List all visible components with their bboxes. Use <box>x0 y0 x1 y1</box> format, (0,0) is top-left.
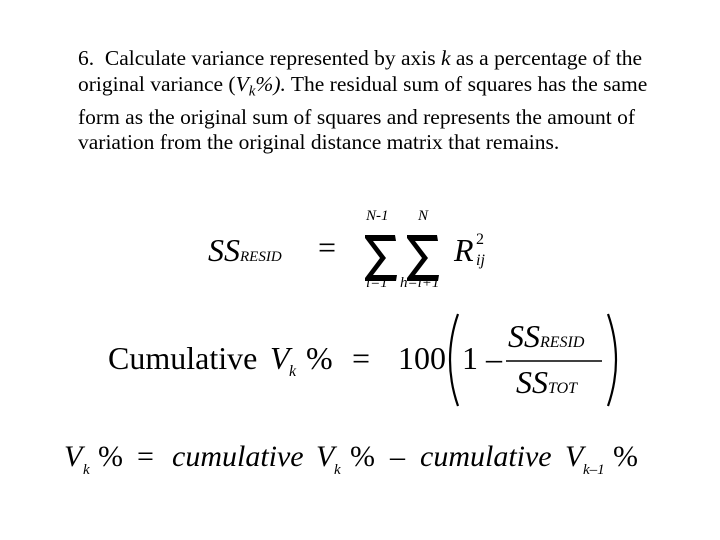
axis-k: k <box>440 46 451 70</box>
eq3-v-sub: k <box>83 462 90 478</box>
eq2-numerator: SSRESID <box>508 318 585 354</box>
eq1-lhs: SSRESID <box>208 232 282 268</box>
eq3-percent1: % <box>98 440 123 473</box>
sum2-lower: h=i+1 <box>400 275 440 291</box>
eq2-numerator-sub: RESID <box>540 334 585 351</box>
step-number: 6. <box>78 46 95 70</box>
v-symbol: V <box>235 71 249 96</box>
eq2-equals: = <box>352 340 371 376</box>
eq2-one-minus: 1 – <box>462 340 502 376</box>
eq3-equals: = <box>137 440 154 473</box>
eq2-percent: % <box>306 340 333 376</box>
eq1-lhs-sub: RESID <box>240 249 282 265</box>
eq3-v2: V <box>316 440 335 473</box>
eq1-term-r: R <box>454 232 474 268</box>
sum1-upper: N-1 <box>366 208 389 224</box>
left-paren <box>450 314 458 406</box>
eq3-v3-sub: k–1 <box>583 462 605 478</box>
v-subscript-k: k <box>248 83 256 99</box>
eq3-percent2: % <box>350 440 375 473</box>
text-mid: as a percentage of the original variance ( <box>78 46 643 96</box>
eq3-percent3: % <box>613 440 638 473</box>
eq3-minus: – <box>390 440 405 473</box>
eq2-v: V <box>270 340 290 376</box>
eq1-term-sub: ij <box>476 252 485 269</box>
sum2-upper: N <box>418 208 429 224</box>
eq1-term-sup: 2 <box>476 231 484 248</box>
eq3-v: V <box>64 440 83 473</box>
eq2-denominator: SSTOT <box>516 364 578 400</box>
eq3-cumulative2: cumulative <box>420 440 552 473</box>
right-paren <box>608 314 616 406</box>
eq2-hundred: 100 <box>398 340 446 376</box>
percent-close: %). <box>255 71 286 96</box>
instruction-paragraph <box>78 46 678 156</box>
text-before-k: Calculate variance represented by axis <box>104 46 441 70</box>
sum1-lower: i=1 <box>366 275 388 291</box>
eq2-v-sub: k <box>289 363 297 380</box>
text-after: The residual sum of squares has the same form as the original sum of squares and represents the amount of variation from the original distance matrix that remains. <box>78 71 648 154</box>
eq2-label: Cumulative <box>108 340 258 376</box>
eq3-cumulative1: cumulative <box>172 440 304 473</box>
eq3-v2-sub: k <box>334 462 341 478</box>
eq2-denominator-sub: TOT <box>548 380 578 397</box>
eq3-v3: V <box>565 440 584 473</box>
eq1-equals: = <box>318 229 337 265</box>
